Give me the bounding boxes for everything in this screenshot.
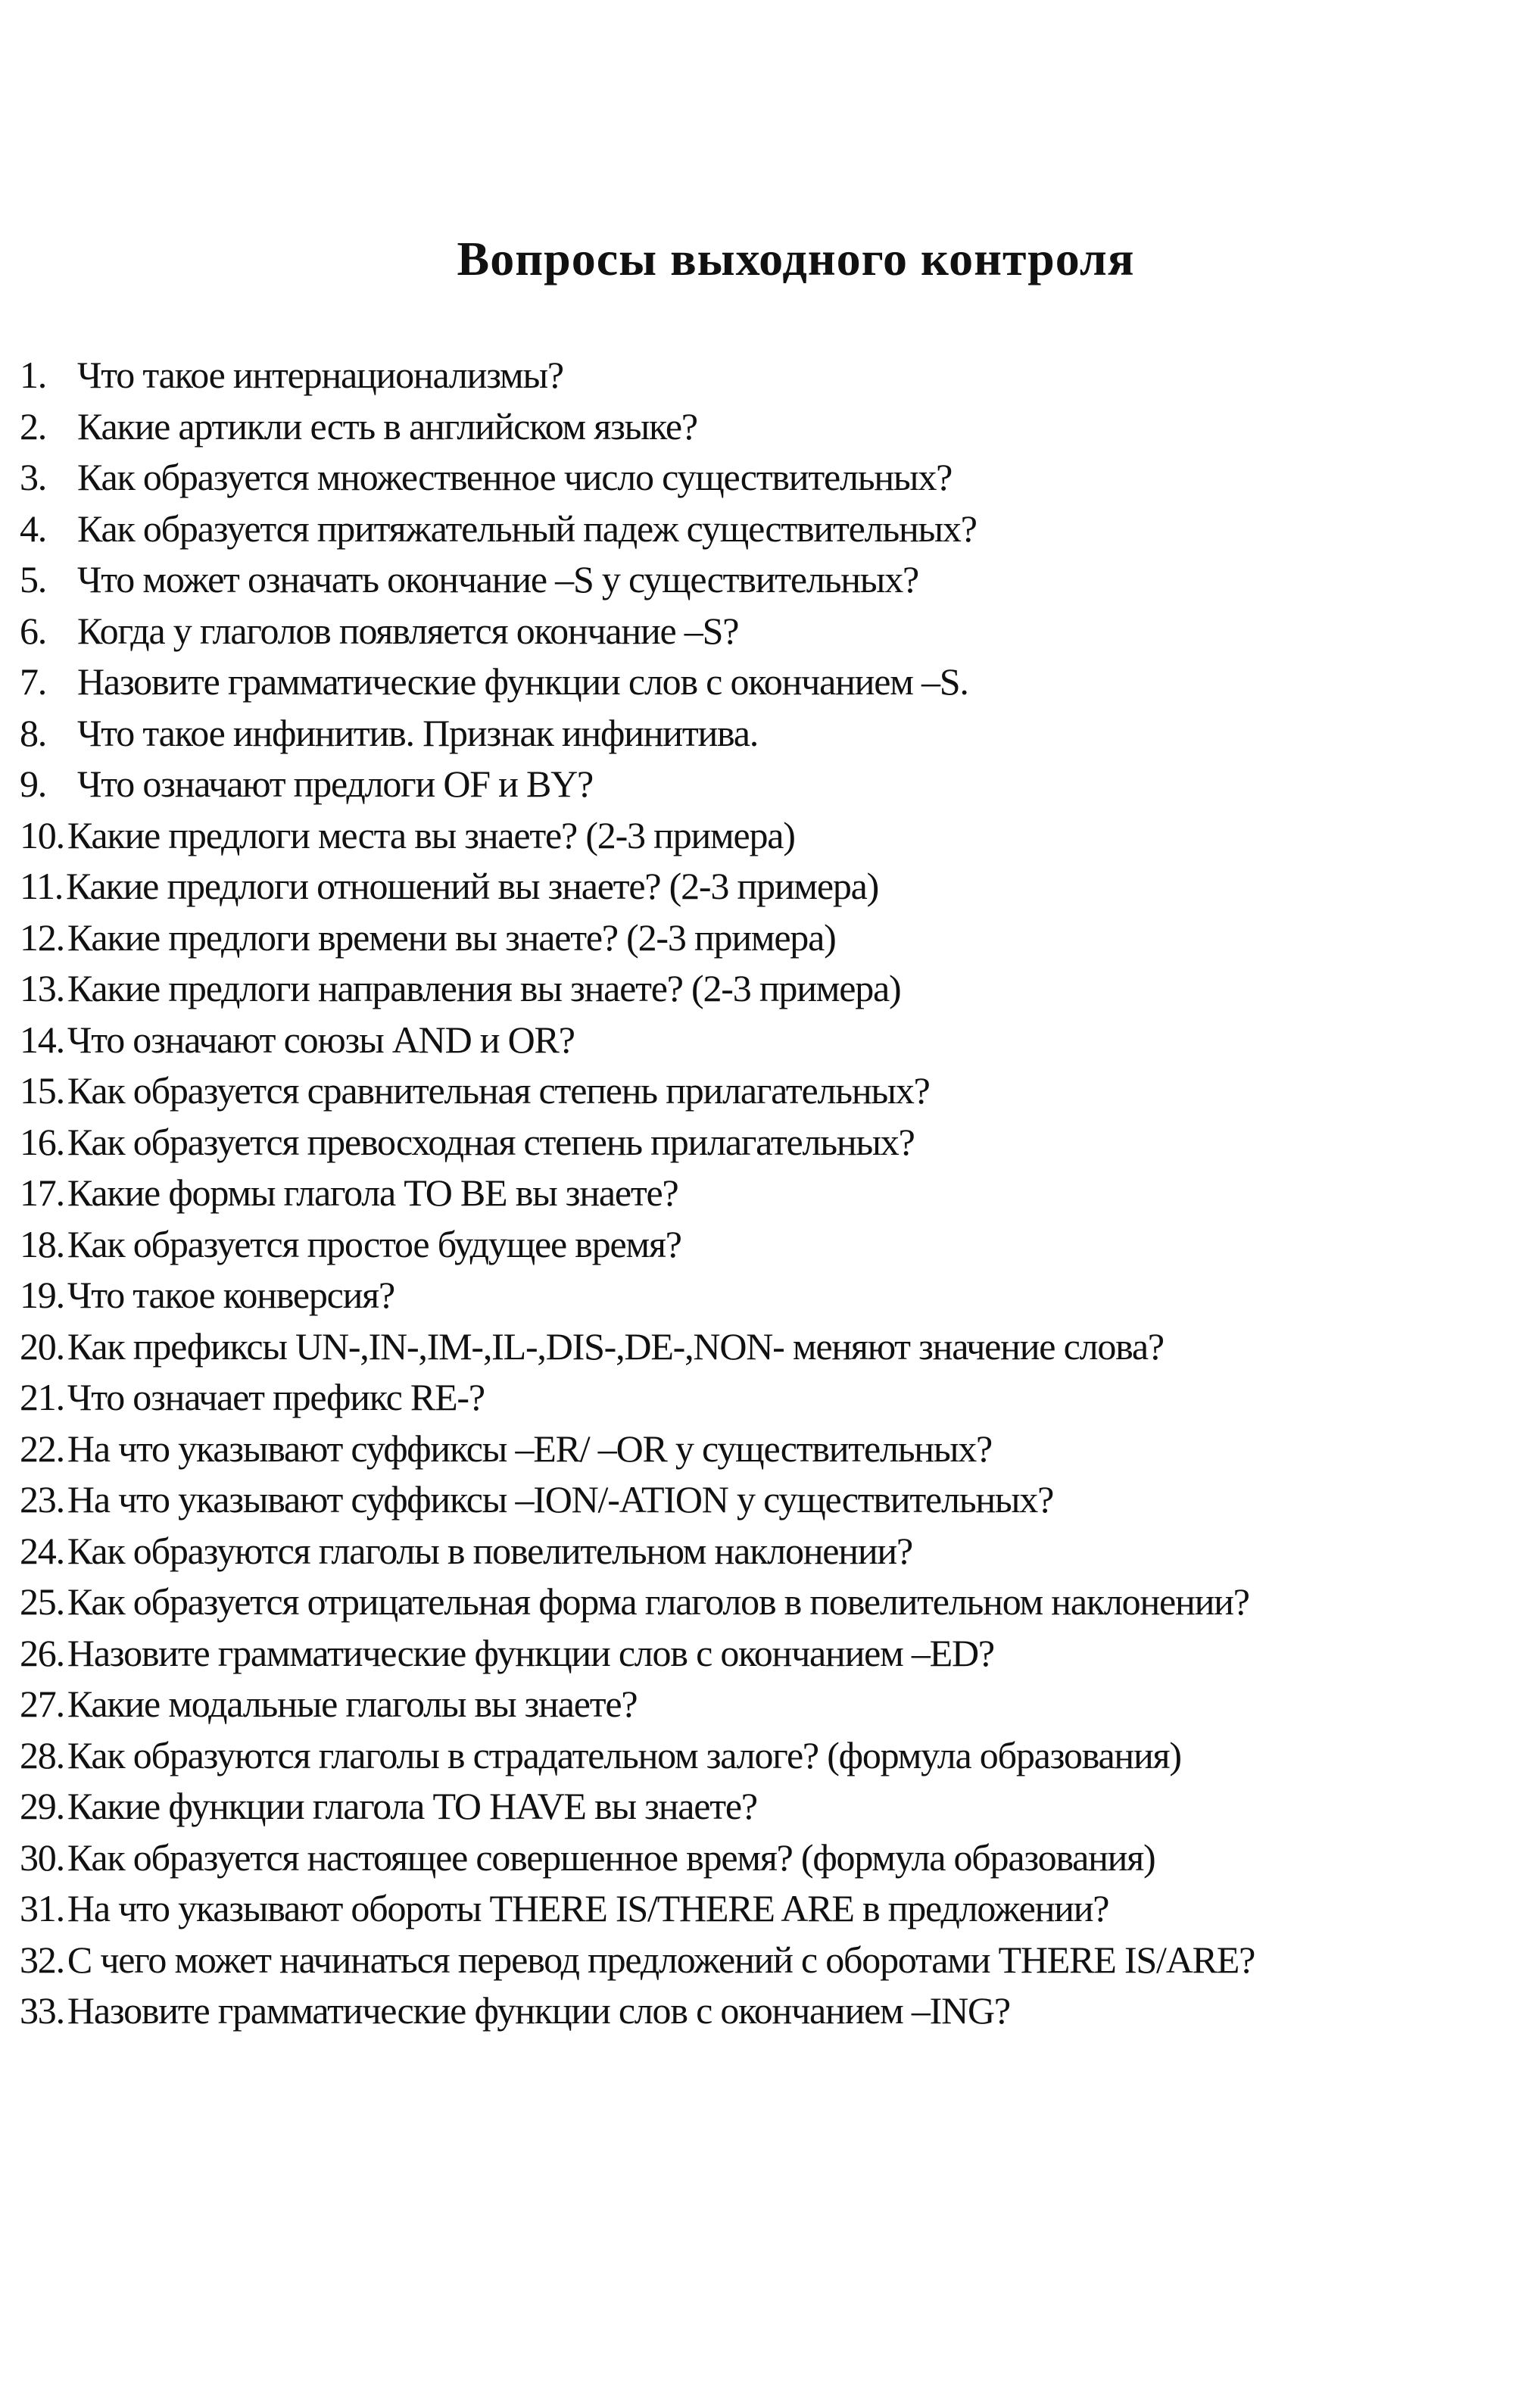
- question-number: 8.: [20, 711, 47, 754]
- question-item: [20, 1168, 1526, 1219]
- question-text: Как образуется отрицательная форма глаголов в повелительном наклонении?: [67, 1580, 1249, 1623]
- question-text: Как образуется превосходная степень прилагательных?: [67, 1120, 915, 1163]
- question-number: 29.: [20, 1785, 64, 1827]
- question-item: [20, 606, 1526, 657]
- question-text: Когда у глаголов появляется окончание –S?: [77, 609, 739, 652]
- question-item: [20, 452, 1526, 504]
- question-text: На что указывают обороты THERE IS/THERE ARE в предложении?: [67, 1887, 1109, 1929]
- question-text: Что такое инфинитив. Признак инфинитива.: [77, 711, 759, 754]
- question-number: 32.: [20, 1938, 64, 1981]
- question-item: [20, 1219, 1526, 1271]
- question-number: 1.: [20, 354, 47, 396]
- question-text: Какие модальные глаголы вы знаете?: [67, 1683, 638, 1725]
- document-title: Вопросы выходного контроля: [457, 232, 1135, 285]
- question-number: 10.: [20, 813, 64, 856]
- question-item: [20, 1781, 1526, 1833]
- question-number: 20.: [20, 1324, 64, 1368]
- question-number: 3.: [20, 456, 47, 498]
- question-text: Что может означать окончание –S у существительных?: [77, 558, 918, 600]
- question-text: На что указывают суффиксы –ER/ –OR у существительных?: [67, 1427, 993, 1470]
- question-item: [20, 401, 1526, 453]
- question-item: [20, 554, 1526, 606]
- question-text: Какие предлоги направления вы знаете? (2-3 примера): [67, 967, 901, 1009]
- question-item: [20, 1833, 1526, 1884]
- question-item: [20, 1935, 1526, 1986]
- question-item: [20, 657, 1526, 708]
- question-number: 13.: [20, 967, 64, 1009]
- question-number: 23.: [20, 1478, 64, 1521]
- question-number: 11.: [20, 865, 64, 907]
- question-item: [20, 1730, 1526, 1782]
- question-item: [20, 1270, 1526, 1321]
- question-text: Назовите грамматические функции слов с окончанием –ED?: [67, 1631, 994, 1674]
- question-text: Как образуются глаголы в повелительном наклонении?: [67, 1529, 912, 1572]
- question-item: [20, 1065, 1526, 1117]
- question-number: 26.: [20, 1631, 64, 1674]
- question-text: Какие формы глагола TO BE вы знаете?: [67, 1171, 678, 1214]
- question-number: 21.: [20, 1376, 64, 1418]
- question-text: Что такое конверсия?: [67, 1274, 394, 1316]
- question-number: 27.: [20, 1683, 64, 1725]
- question-text: Назовите грамматические функции слов с окончанием –ING?: [67, 1989, 1010, 2032]
- question-number: 28.: [20, 1733, 64, 1776]
- question-item: [20, 1628, 1526, 1680]
- question-number: 7.: [20, 660, 47, 703]
- question-item: [20, 1577, 1526, 1628]
- question-item: [20, 1526, 1526, 1577]
- question-number: 33.: [20, 1989, 64, 2032]
- question-item: [20, 1883, 1526, 1935]
- question-text: Как образуется простое будущее время?: [67, 1222, 681, 1265]
- question-item: [20, 1424, 1526, 1475]
- question-item: [20, 810, 1526, 862]
- question-item: [20, 504, 1526, 555]
- question-text: Как префиксы UN-,IN-,IM-,IL-,DIS-,DE-,NON- меняют значение слова?: [67, 1324, 1164, 1368]
- question-list: [20, 350, 1526, 2037]
- question-item: [20, 1117, 1526, 1168]
- question-item: [20, 1321, 1526, 1373]
- question-item: [20, 963, 1526, 1015]
- question-item: [20, 350, 1526, 401]
- question-number: 15.: [20, 1069, 64, 1112]
- question-item: [20, 1985, 1526, 2037]
- question-text: Назовите грамматические функции слов с окончанием –S.: [77, 660, 968, 703]
- question-text: Что означает префикс RE-?: [67, 1376, 485, 1418]
- question-number: 17.: [20, 1171, 64, 1214]
- question-item: [20, 1679, 1526, 1730]
- question-text: Что такое интернационализмы?: [77, 354, 563, 396]
- question-item: [20, 759, 1526, 810]
- question-text: На что указывают суффиксы –ION/-ATION у существительных?: [67, 1478, 1054, 1521]
- question-item: [20, 912, 1526, 964]
- question-number: 12.: [20, 915, 64, 959]
- question-number: 22.: [20, 1427, 64, 1470]
- question-item: [20, 1372, 1526, 1424]
- question-text: Какие предлоги отношений вы знаете? (2-3 примера): [66, 865, 879, 907]
- question-number: 24.: [20, 1529, 64, 1572]
- question-number: 16.: [20, 1120, 64, 1163]
- question-number: 4.: [20, 507, 47, 550]
- question-number: 19.: [20, 1274, 64, 1316]
- question-text: Что означают предлоги OF и BY?: [77, 763, 594, 805]
- question-item: [20, 1474, 1526, 1526]
- question-text: Как образуется настоящее совершенное время? (формула образования): [67, 1836, 1155, 1879]
- question-number: 6.: [20, 609, 47, 652]
- question-number: 30.: [20, 1836, 64, 1879]
- question-text: Как образуются глаголы в страдательном залоге? (формула образования): [67, 1733, 1181, 1776]
- question-number: 14.: [20, 1018, 64, 1061]
- question-text: Как образуется притяжательный падеж существительных?: [77, 507, 977, 550]
- question-item: [20, 861, 1526, 912]
- question-number: 31.: [20, 1887, 64, 1929]
- question-text: Как образуется множественное число существительных?: [77, 456, 953, 498]
- question-text: Какие предлоги времени вы знаете? (2-3 примера): [67, 915, 836, 959]
- question-item: [20, 1015, 1526, 1066]
- question-text: Как образуется сравнительная степень прилагательных?: [67, 1069, 930, 1112]
- question-number: 9.: [20, 763, 47, 805]
- question-number: 18.: [20, 1222, 64, 1265]
- question-text: Какие функции глагола TO HAVE вы знаете?: [67, 1785, 757, 1827]
- question-text: Какие артикли есть в английском языке?: [77, 404, 697, 448]
- question-text: Какие предлоги места вы знаете? (2-3 примера): [67, 813, 795, 856]
- question-number: 2.: [20, 404, 47, 448]
- question-text: С чего может начинаться перевод предложений с оборотами THERE IS/ARE?: [67, 1938, 1255, 1981]
- question-item: [20, 708, 1526, 760]
- question-text: Что означают союзы AND и OR?: [67, 1018, 575, 1061]
- question-number: 25.: [20, 1580, 64, 1623]
- question-number: 5.: [20, 558, 47, 600]
